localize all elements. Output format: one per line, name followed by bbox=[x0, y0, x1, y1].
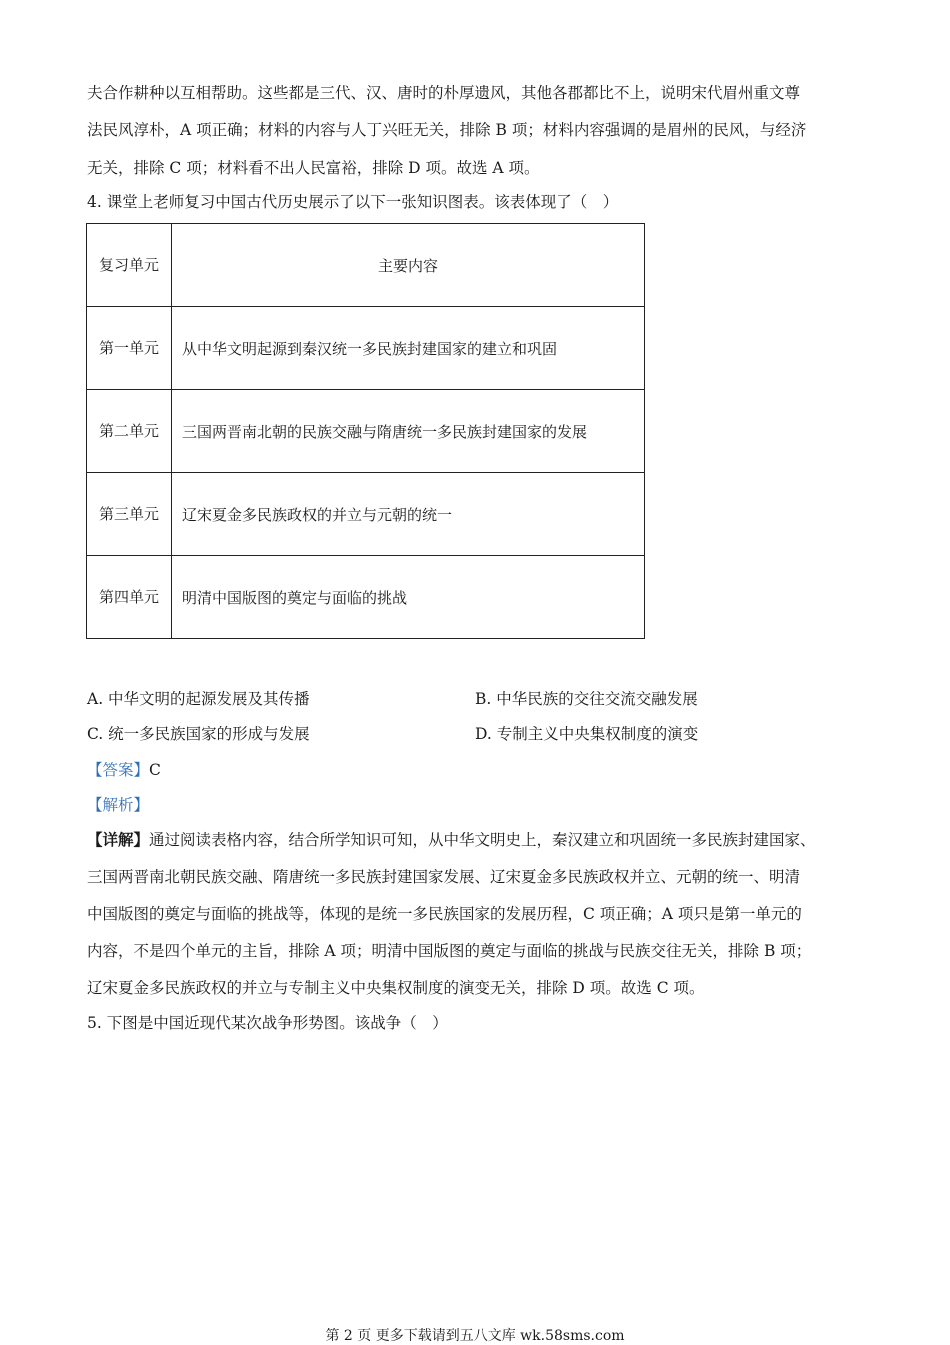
table-row-unit: 第三单元 bbox=[87, 473, 172, 556]
table-header-row bbox=[87, 224, 645, 307]
option-b: B. 中华民族的交往交流交融发展 bbox=[475, 690, 698, 708]
detail-line-4: 内容，不是四个单元的主旨，排除 A 项；明清中国版图的奠定与面临的挑战与民族交往无关，排除 B 项； bbox=[87, 942, 812, 960]
table-row-unit: 第一单元 bbox=[87, 307, 172, 390]
table-row-content: 辽宋夏金多民族政权的并立与元朝的统一 bbox=[172, 473, 645, 556]
option-d: D. 专制主义中央集权制度的演变 bbox=[475, 725, 699, 743]
intro-line-2: 法民风淳朴，A 项正确；材料的内容与人丁兴旺无关，排除 B 项；材料内容强调的是眉州的民风，与经济 bbox=[87, 121, 807, 139]
table-row-content: 三国两晋南北朝的民族交融与隋唐统一多民族封建国家的发展 bbox=[172, 390, 645, 473]
detail-line-1: 【详解】通过阅读表格内容，结合所学知识可知，从中华文明史上，秦汉建立和巩固统一多民族封建国家、 bbox=[87, 830, 816, 849]
answer-line bbox=[87, 758, 161, 780]
table-header-content: 主要内容 bbox=[172, 224, 645, 307]
detail-line-3: 中国版图的奠定与面临的挑战等，体现的是统一多民族国家的发展历程，C 项正确；A 项只是第一单元的 bbox=[87, 905, 802, 923]
detail-line-2: 三国两晋南北朝民族交融、隋唐统一多民族封建国家发展、辽宋夏金多民族政权并立、元朝的统一、明清 bbox=[87, 868, 801, 886]
intro-line-3: 无关，排除 C 项；材料看不出人民富裕，排除 D 项。故选 A 项。 bbox=[87, 159, 540, 177]
table-row bbox=[87, 390, 645, 473]
detail-label: 【详解】 bbox=[87, 830, 150, 849]
answer-label: 【答案】 bbox=[87, 761, 150, 779]
table-row bbox=[87, 556, 645, 639]
page-footer: 第 2 页 更多下载请到五八文库 wk.58sms.com bbox=[325, 1328, 625, 1344]
question-4-stem: 4. 课堂上老师复习中国古代历史展示了以下一张知识图表。该表体现了（ ） bbox=[87, 193, 619, 211]
detail-line-5: 辽宋夏金多民族政权的并立与专制主义中央集权制度的演变无关，排除 D 项。故选 C 项。 bbox=[87, 979, 705, 997]
table-row-unit: 第四单元 bbox=[87, 556, 172, 639]
review-units-table bbox=[86, 223, 645, 639]
table-row-content: 明清中国版图的奠定与面临的挑战 bbox=[172, 556, 645, 639]
answer-value: C bbox=[149, 761, 161, 779]
table-row-unit: 第二单元 bbox=[87, 390, 172, 473]
table-row bbox=[87, 307, 645, 390]
analysis-label: 【解析】 bbox=[87, 796, 150, 814]
option-a: A. 中华文明的起源发展及其传播 bbox=[87, 690, 310, 708]
table-header-unit: 复习单元 bbox=[87, 224, 172, 307]
table-row bbox=[87, 473, 645, 556]
intro-line-1: 夫合作耕种以互相帮助。这些都是三代、汉、唐时的朴厚遗风，其他各郡都比不上，说明宋代眉州重文尊 bbox=[87, 84, 801, 102]
option-c: C. 统一多民族国家的形成与发展 bbox=[87, 725, 310, 743]
question-5-stem: 5. 下图是中国近现代某次战争形势图。该战争（ ） bbox=[87, 1014, 448, 1032]
table-row-content: 从中华文明起源到秦汉统一多民族封建国家的建立和巩固 bbox=[172, 307, 645, 390]
